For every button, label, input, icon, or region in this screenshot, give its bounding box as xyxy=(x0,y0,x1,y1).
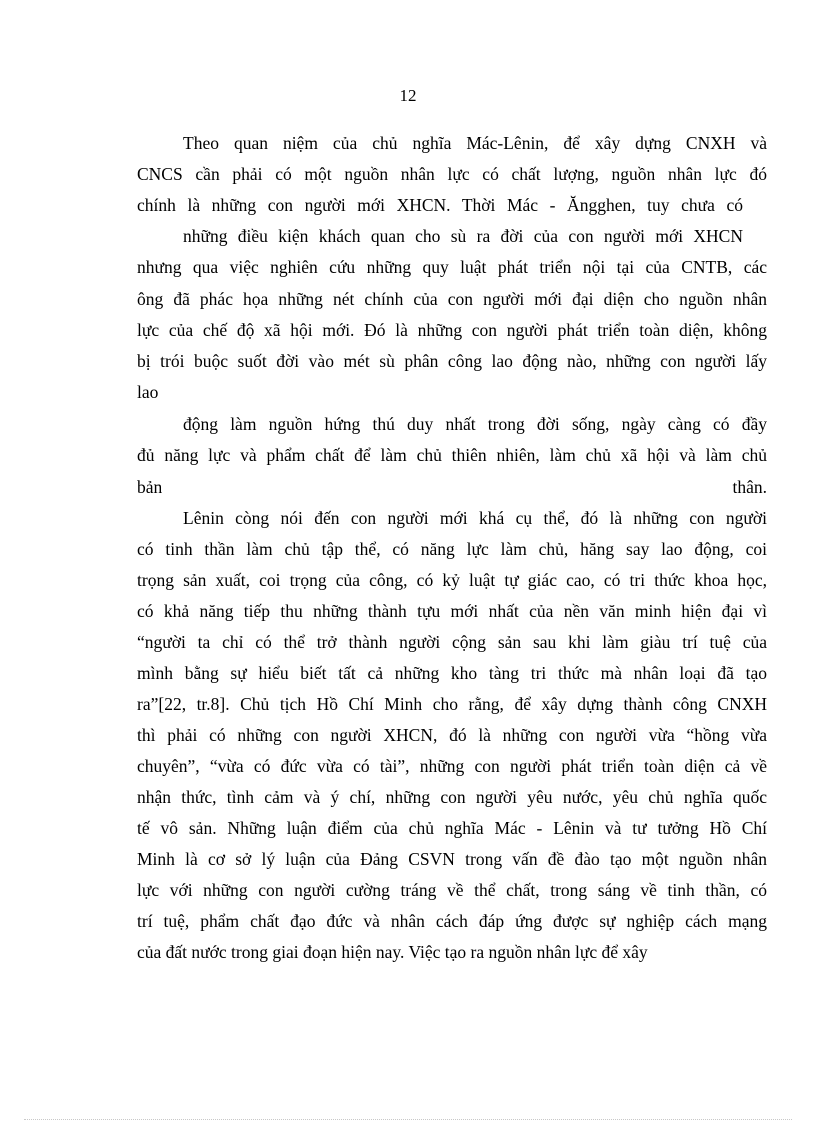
text-line: có tinh thần làm chủ tập thể, có năng lực làm chủ, hăng say lao động, coi xyxy=(137,539,767,559)
text-line: lực với những con người cường tráng về thể chất, trong sáng về tinh thần, có xyxy=(137,880,767,900)
text-line: CNCS cần phải có một nguồn nhân lực có chất lượng, nguồn nhân lực đó xyxy=(137,164,767,184)
text-line: trọng sản xuất, coi trọng của công, có kỷ luật tự giác cao, có tri thức khoa học, xyxy=(137,570,767,590)
text-line: bị trói buộc suốt đời vào mét sù phân công lao động nào, những con người lấy xyxy=(137,351,767,371)
text-word: thân. xyxy=(732,477,767,497)
text-line: những điều kiện khách quan cho sù ra đời của con người mới XHCN xyxy=(183,226,743,246)
text-line: đủ năng lực và phẩm chất để làm chủ thiên nhiên, làm chủ xã hội và làm chủ xyxy=(137,445,767,465)
text-line: thì phải có những con người XHCN, đó là những con người vừa “hồng vừa xyxy=(137,725,767,745)
text-line: của đất nước trong giai đoạn hiện nay. Việc tạo ra nguồn nhân lực để xây xyxy=(137,942,648,962)
text-line: ông đã phác họa những nét chính của con người mới đại diện cho nguồn nhân xyxy=(137,289,767,309)
text-line: lao xyxy=(137,382,159,402)
text-line: “người ta chỉ có thể trở thành người cộng sản sau khi làm giàu trí tuệ của xyxy=(137,632,767,652)
text-word: bản xyxy=(137,477,163,497)
page-number: 12 xyxy=(399,86,417,105)
text-line: lực của chế độ xã hội mới. Đó là những con người phát triển toàn diện, không xyxy=(137,320,767,340)
text-line: Lênin còng nói đến con người mới khá cụ thể, đó là những con người xyxy=(183,508,767,528)
text-line: ra”[22, tr.8]. Chủ tịch Hồ Chí Minh cho rằng, để xây dựng thành công CNXH xyxy=(137,694,767,714)
text-line: động làm nguồn hứng thú duy nhất trong đời sống, ngày càng có đầy xyxy=(183,414,767,434)
text-line: trí tuệ, phẩm chất đạo đức và nhân cách đáp ứng được sự nghiệp cách mạng xyxy=(137,911,767,931)
text-line xyxy=(137,476,767,498)
text-line: nhưng qua việc nghiên cứu những quy luật phát triển nội tại của CNTB, các xyxy=(137,257,767,277)
text-line: chính là những con người mới XHCN. Thời Mác - Ăngghen, tuy chưa có xyxy=(137,195,743,215)
text-line: Theo quan niệm của chủ nghĩa Mác-Lênin, để xây dựng CNXH và xyxy=(183,133,767,153)
text-line: mình bằng sự hiểu biết tất cả những kho tàng tri thức mà nhân loại đã tạo xyxy=(137,663,767,683)
text-line: có khả năng tiếp thu những thành tựu mới nhất của nền văn minh hiện đại vì xyxy=(137,601,767,621)
text-line: Minh là cơ sở lý luận của Đảng CSVN trong vấn đề đào tạo một nguồn nhân xyxy=(137,849,767,869)
page-bottom-divider xyxy=(24,1119,792,1120)
text-line: nhận thức, tình cảm và ý chí, những con người yêu nước, yêu chủ nghĩa quốc xyxy=(137,787,767,807)
text-line: chuyên”, “vừa có đức vừa có tài”, những con người phát triển toàn diện cả về xyxy=(137,756,767,776)
text-line: tế vô sản. Những luận điểm của chủ nghĩa Mác - Lênin và tư tưởng Hồ Chí xyxy=(137,818,767,838)
